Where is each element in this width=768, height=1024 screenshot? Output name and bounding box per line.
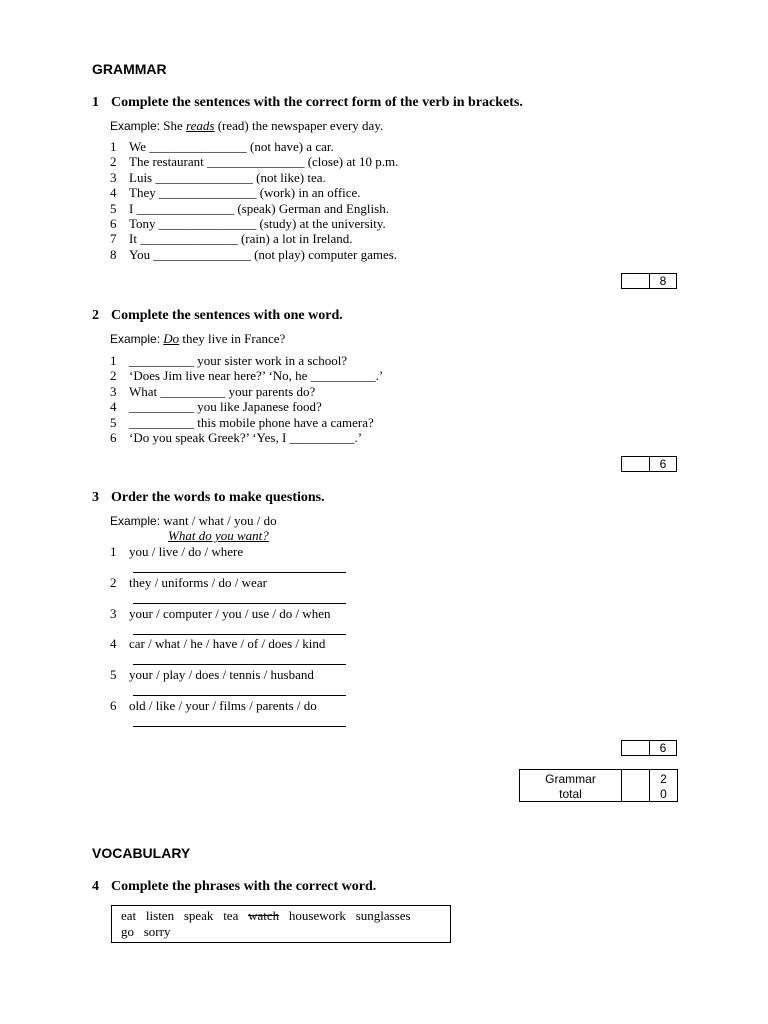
word-struck: watch [248,908,280,923]
item-text: ‘Does Jim live near here?’ ‘No, he __________.’ [129,368,384,384]
item-text: ‘Do you speak Greek?’ ‘Yes, I __________.’ [129,430,363,445]
item-number: 2 [110,574,117,590]
question-2-title [92,308,343,324]
question-text: Complete the sentences with the correct form of the verb in brackets. [111,95,523,110]
item-number: 8 [110,246,117,262]
answer-line[interactable] [133,634,346,635]
example-label: Example: [110,332,161,346]
item-text: __________ this mobile phone have a camera? [129,414,374,430]
item-number: 4 [110,399,117,415]
example-prompt: want / what / you / do [163,513,277,528]
example-post: (read) the newspaper every day. [214,118,384,133]
question-3-example [110,513,277,529]
list-item [110,575,267,591]
item-number: 2 [110,368,117,384]
list-item [110,353,347,369]
grammar-total-value [650,772,677,802]
total-label-line2: total [559,787,582,801]
list-item [110,247,397,263]
score-value: 8 [659,274,667,288]
item-text: old / like / your / films / parents / do [129,698,317,713]
item-text: they / uniforms / do / wear [129,574,267,590]
item-number: 4 [110,636,117,652]
word-box [111,905,451,943]
section-heading-grammar: GRAMMAR [92,61,167,77]
total-digit-2: 0 [660,787,667,801]
score-value: 6 [659,741,667,755]
item-number: 1 [110,544,117,559]
question-3-title [92,490,325,506]
question-1-title [92,95,523,111]
item-text: car / what / he / have / of / does / kind [129,636,326,652]
item-text: The restaurant _______________ (close) at 10 p.m. [129,154,399,170]
question-number: 4 [92,879,99,894]
list-item [110,415,374,431]
item-number: 5 [110,200,117,216]
question-text: Complete the phrases with the correct word. [111,879,377,894]
list-item [110,170,326,186]
list-item [110,154,398,170]
word: sorry [143,924,171,939]
score-value: 6 [659,457,667,471]
item-number: 2 [110,154,117,170]
list-item [110,430,362,446]
word-box-line-1 [121,908,411,924]
list-item [110,399,322,415]
score-box-q3 [621,740,677,756]
list-item [110,384,315,400]
answer-line[interactable] [133,726,346,727]
list-item [110,636,325,652]
question-number: 3 [92,490,99,505]
item-text: They _______________ (work) in an office. [129,185,361,201]
example-label: Example: [110,119,161,133]
list-item [110,544,243,560]
item-text: I _______________ (speak) German and English. [129,200,389,216]
list-item [110,606,330,622]
question-1-example [110,118,383,134]
item-number: 1 [110,353,117,368]
answer-line[interactable] [133,572,346,573]
score-box-q2 [621,456,677,472]
item-number: 5 [110,667,117,683]
item-number: 3 [110,605,117,621]
example-pre: She [163,118,187,133]
item-number: 3 [110,169,117,185]
grammar-total-label [520,772,621,802]
question-text: Complete the sentences with one word. [111,308,343,323]
total-label-line1: Grammar [545,772,596,786]
example-answer: What do you want? [168,528,269,543]
question-number: 1 [92,95,99,110]
score-box-q1 [621,273,677,289]
item-number: 4 [110,185,117,201]
word: housework [288,908,346,923]
item-number: 1 [110,139,117,154]
list-item [110,231,352,247]
word: tea [223,908,239,923]
list-item [110,201,389,217]
item-text: What __________ your parents do? [129,383,316,399]
example-answer: Do [163,331,180,346]
answer-line[interactable] [133,603,346,604]
item-number: 7 [110,231,117,247]
item-text: We _______________ (not have) a car. [129,139,334,154]
list-item [110,667,314,683]
example-answer: reads [186,118,215,133]
example-label: Example: [110,514,161,528]
word: listen [145,908,175,923]
item-text: It _______________ (rain) a lot in Ireland. [129,231,353,247]
item-text: you / live / do / where [129,544,244,559]
item-number: 6 [110,216,117,231]
list-item [110,216,386,232]
answer-line[interactable] [133,664,346,665]
item-text: your / computer / you / use / do / when [129,605,331,621]
question-text: Order the words to make questions. [111,490,325,505]
item-number: 6 [110,698,117,713]
item-number: 3 [110,383,117,399]
item-text: your / play / does / tennis / husband [129,667,314,683]
section-heading-vocabulary: VOCABULARY [92,845,191,861]
question-number: 2 [92,308,99,323]
example-post: they live in France? [179,331,286,346]
list-item [110,368,383,384]
question-2-example [110,331,285,347]
word: sunglasses [355,908,411,923]
item-number: 6 [110,430,117,445]
item-number: 5 [110,414,117,430]
word: speak [183,908,214,923]
answer-line[interactable] [133,695,346,696]
item-text: __________ your sister work in a school? [129,353,348,368]
word-box-line-2 [121,924,170,940]
word: eat [121,908,137,923]
question-4-title [92,879,376,895]
item-text: Luis _______________ (not like) tea. [129,169,326,185]
item-text: Tony _______________ (study) at the university. [129,216,386,231]
word: go [121,924,134,939]
list-item [110,185,361,201]
item-text: You _______________ (not play) computer games. [129,246,398,262]
grammar-total-box [519,769,678,802]
item-text: __________ you like Japanese food? [129,399,322,415]
total-digit-1: 2 [660,772,667,786]
list-item [110,139,334,155]
list-item [110,698,317,714]
